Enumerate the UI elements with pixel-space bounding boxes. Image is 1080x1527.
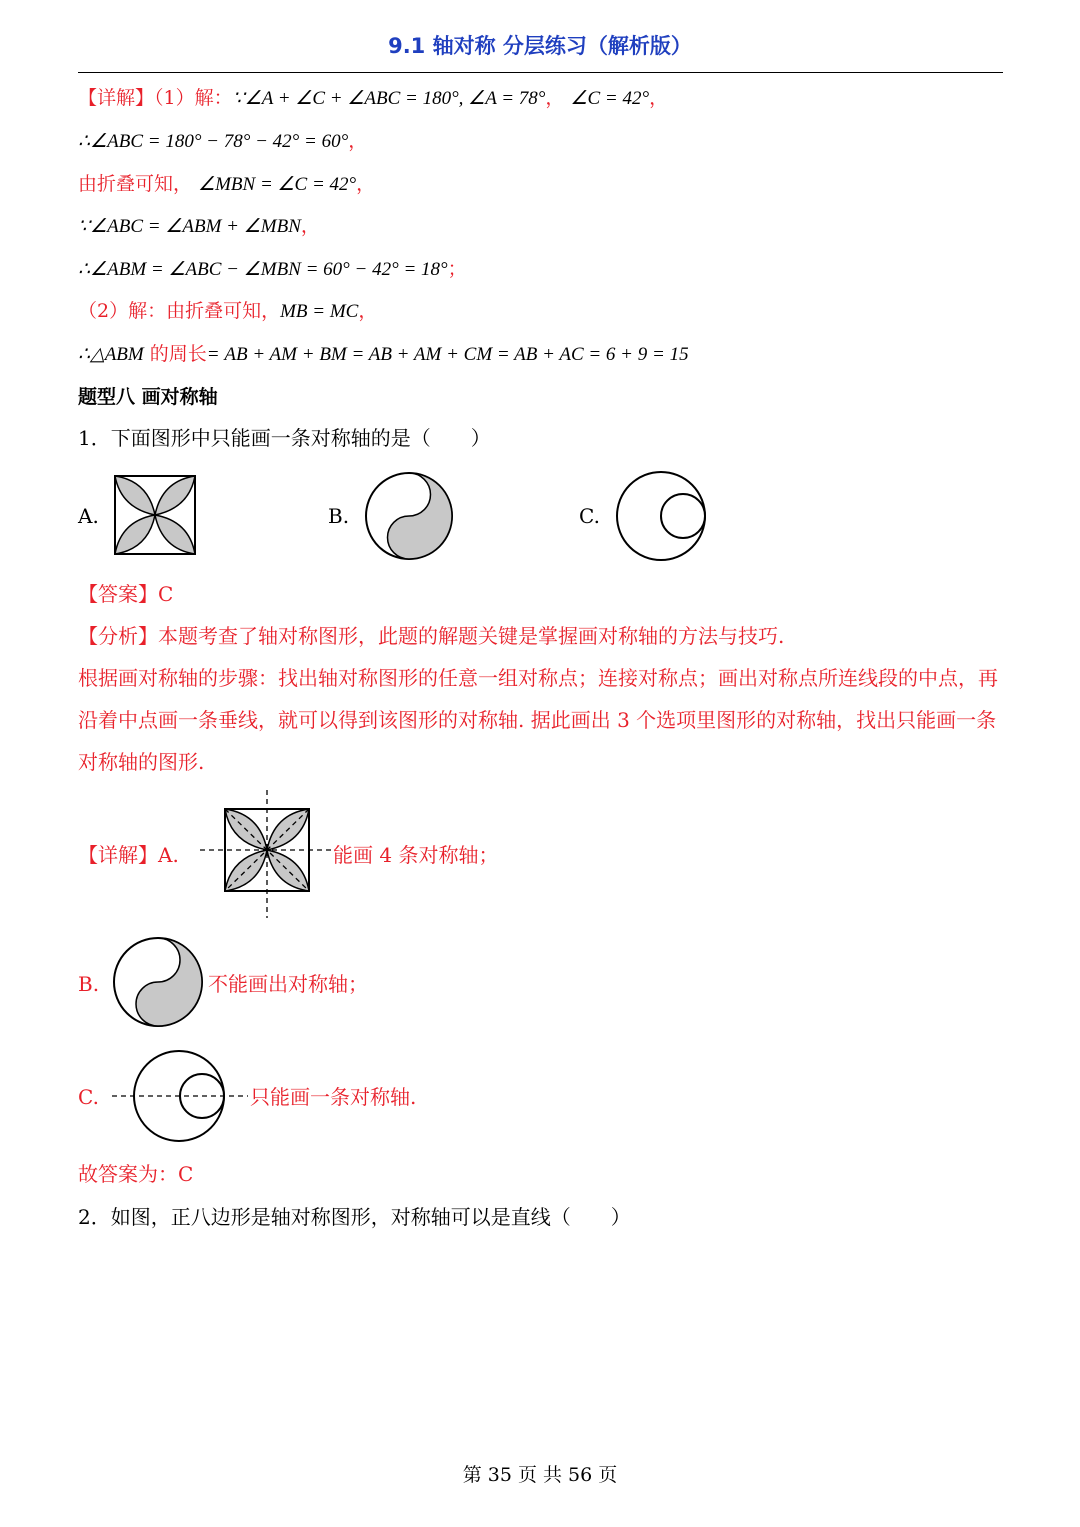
punct: ， bbox=[356, 173, 376, 195]
detail-tag: 【详解】 bbox=[78, 87, 155, 109]
solution-line-6 bbox=[78, 298, 377, 325]
answer: 【答案】C bbox=[78, 582, 174, 606]
punct: ， bbox=[649, 87, 669, 109]
text: （2）解：由折叠可知， bbox=[78, 300, 281, 322]
page-header-title: 9.1 轴对称 分层练习（解析版） bbox=[388, 34, 692, 58]
solution-line-3 bbox=[78, 171, 375, 198]
detail-c-figure bbox=[112, 1050, 252, 1142]
detail-tag: 【详解】 bbox=[78, 843, 158, 867]
option-c-figure bbox=[615, 472, 707, 560]
detail-c-label: C. bbox=[78, 1085, 99, 1109]
solution-line-7 bbox=[78, 341, 689, 368]
punct: ， bbox=[300, 215, 320, 237]
solution-line-5 bbox=[78, 256, 467, 283]
question-2-stem: 2．如图，正八边形是轴对称图形，对称轴可以是直线（ ） bbox=[78, 1205, 631, 1229]
analysis-tag: 【分析】 bbox=[78, 624, 158, 648]
option-b-figure bbox=[364, 472, 456, 560]
detail-a-line bbox=[78, 842, 179, 868]
text: 由折叠可知， bbox=[78, 173, 193, 195]
detail-b-label: B. bbox=[78, 972, 100, 996]
equation: ∵∠A + ∠C + ∠ABC = 180°, ∠A = 78° bbox=[232, 88, 546, 109]
punct: ， bbox=[348, 130, 368, 152]
equation: = AB + AM + BM = AB + AM + CM = AB + AC = 6 + 9 = 15 bbox=[206, 344, 689, 365]
section-title: 题型八 画对称轴 bbox=[78, 386, 218, 408]
solution-line-2 bbox=[78, 128, 367, 155]
analysis-line bbox=[78, 623, 784, 649]
detail-a-text: 能画 4 条对称轴； bbox=[333, 843, 499, 867]
detail-b-text: 不能画出对称轴； bbox=[208, 972, 368, 996]
detail-a-label: A. bbox=[158, 843, 179, 867]
punct: ， bbox=[358, 300, 378, 322]
punct: ； bbox=[447, 258, 467, 280]
page-footer: 第 35 页 共 56 页 bbox=[462, 1464, 618, 1486]
option-a-label: A. bbox=[78, 504, 99, 528]
solution-line-4 bbox=[78, 213, 320, 240]
equation: ∴△ABM bbox=[78, 344, 144, 365]
question-1-stem: 1．下面图形中只能画一条对称轴的是（ ） bbox=[78, 426, 491, 450]
equation: ∴∠ABM = ∠ABC − ∠MBN = 60° − 42° = 18° bbox=[78, 259, 448, 280]
equation: ∵∠ABC = ∠ABM + ∠MBN bbox=[78, 216, 301, 237]
detail-a-figure bbox=[200, 790, 335, 920]
equation: ∴∠ABC = 180° − 78° − 42° = 60° bbox=[78, 131, 349, 152]
detail-c-text: 只能画一条对称轴. bbox=[250, 1085, 417, 1109]
option-a-figure bbox=[114, 475, 196, 555]
equation: MB = MC bbox=[280, 301, 359, 322]
part-1-label: （1）解： bbox=[154, 87, 233, 109]
detail-b-figure bbox=[112, 937, 206, 1027]
conclusion: 故答案为：C bbox=[78, 1162, 194, 1186]
analysis-paragraph: 根据画对称轴的步骤：找出轴对称图形的任意一组对称点；连接对称点；画出对称点所连线段的中点，再沿着中点画一条垂线，就可以得到该图形的对称轴. 据此画出 3 个选项里图形的对称轴，找出只能画一条对称轴的图形. bbox=[78, 666, 998, 774]
equation: ∠MBN = ∠C = 42° bbox=[198, 174, 357, 195]
text: 的周长 bbox=[143, 343, 207, 365]
option-b-label: B. bbox=[328, 504, 350, 528]
analysis-text: 本题考查了轴对称图形，此题的解题关键是掌握画对称轴的方法与技巧. bbox=[158, 624, 785, 648]
equation: ∠C = 42° bbox=[570, 88, 650, 109]
option-c-label: C. bbox=[579, 504, 600, 528]
punct: ， bbox=[545, 87, 565, 109]
solution-line-1 bbox=[78, 85, 668, 112]
header-divider bbox=[78, 72, 1003, 73]
